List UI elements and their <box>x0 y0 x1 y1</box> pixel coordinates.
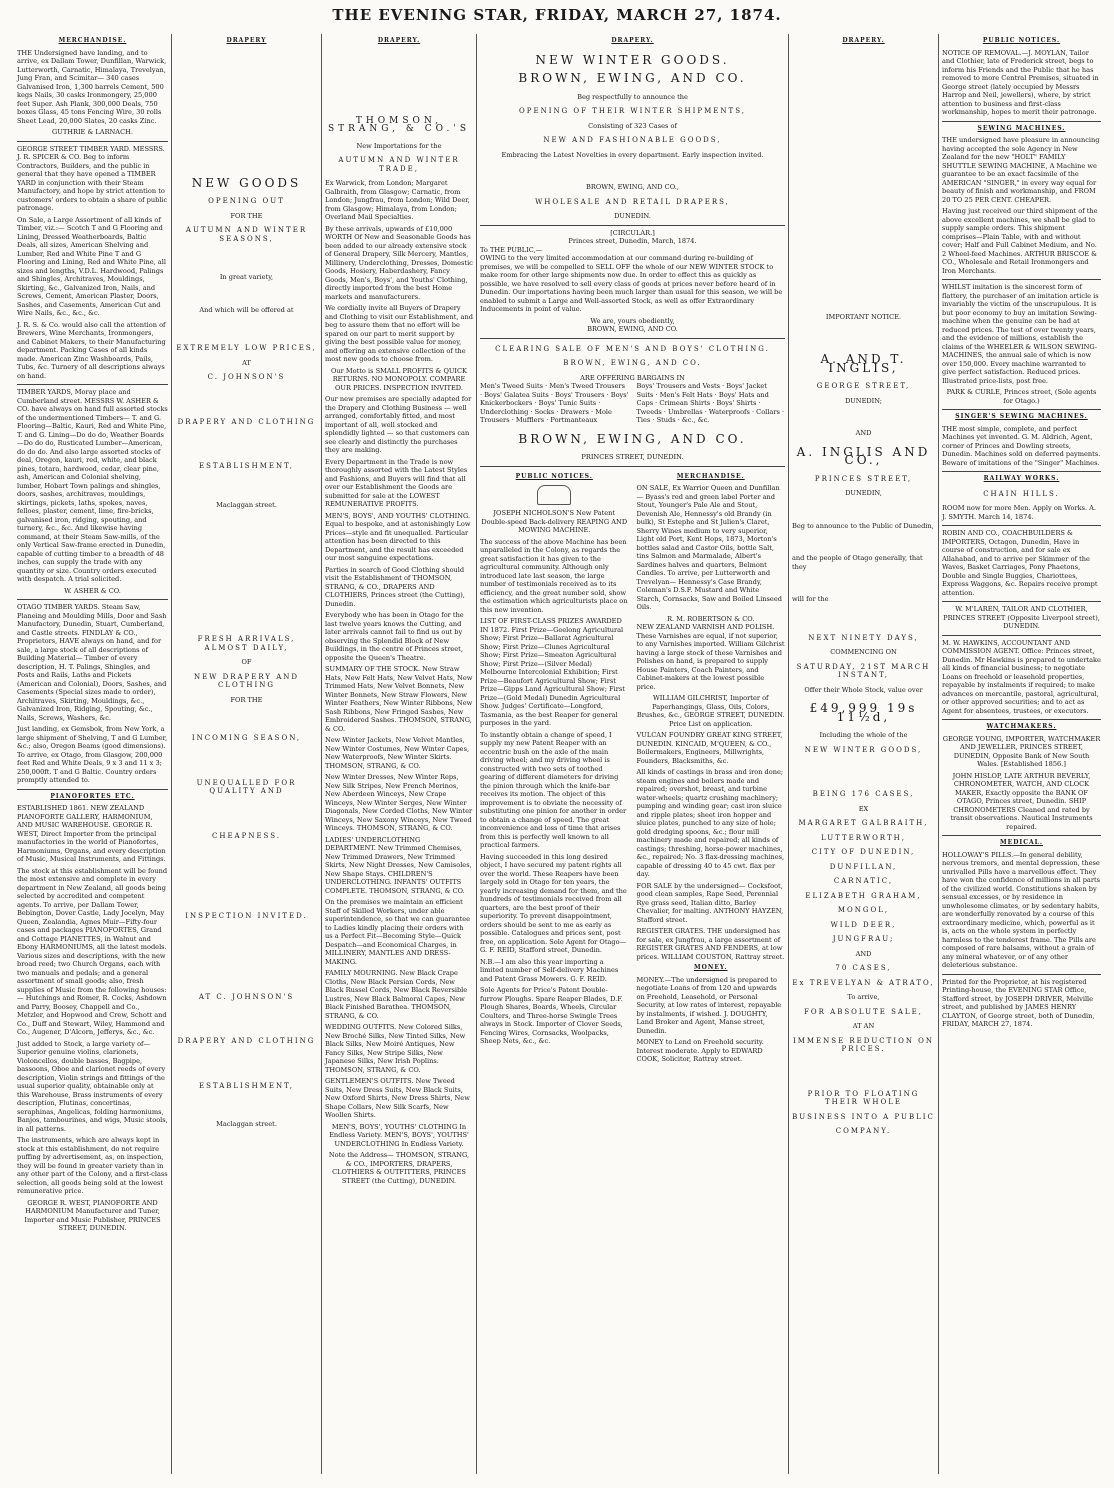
ad-text: GEORGE STREET TIMBER YARD. MESSRS. J. R. SPICER & CO. Beg to inform Contractors, Builders, and the public in general that they have opened a TIMBER YARD in conjunction with their Steam Manufactory, and hope by strict attention to customers' orders to obtain a share of public patronage. <box>17 144 168 212</box>
section-heading: DRAPERY. <box>377 37 421 44</box>
section-heading: WATCHMAKERS. <box>986 723 1057 730</box>
section-heading: MERCHANDISE. <box>58 37 127 44</box>
section-heading: DRAPERY <box>226 37 267 44</box>
ad-headline: NEW GOODS <box>191 175 302 190</box>
section-heading: DRAPERY. <box>842 37 885 44</box>
bargain-list: Men's Tweed Suits · Men's Tweed Trousers · Boys' Galatea Suits · Boys' Trousers · Boys' Knickerbockers · Boys' Tunic Suits · Underclothing · Socks · Drawers · Mole Trousers · Mufflers · Portmanteaux Boys' Trousers and Vests · Boys' Jacket Suits · Men's Felt Hats · Boys' Hats and Caps · Crimean Shirts · Boys' Shirts · Tweeds · Umbrellas · Waterproofs · Collars · Ties · Studs · &c., &c. <box>480 382 785 424</box>
ad-text: J. R. S. & Co. would also call the attention of Brewers, Wine Merchants, Ironmongers, and Cabinet Makers, to their Manufacturing department. Packing Cases of all kinds made. American Zinc Washboards, Pails, Tubs, &c. Turnery of all descriptions always on hand. <box>17 320 166 380</box>
ad-headline: CLEARING SALE OF MEN'S AND BOYS' CLOTHING. <box>495 344 770 353</box>
section-heading: MEDICAL. <box>1000 839 1043 846</box>
column-drapery-brown-ewing: DRAPERY. NEW WINTER GOODS. BROWN, EWING, AND CO. Beg respectfully to announce the OPENING OF THEIR WINTER SHIPMENTS, Consisting of 323 Cases of NEW AND FASHIONABLE GOODS, Embracing the Latest Novelties in every department. Early inspection invited. BROWN, EWING, AND CO., WHOLESALE AND RETAIL DRAPERS, DUNEDIN. [CIRCULAR.] Princes street, Dunedin, March, 1874. To THE PUBLIC,— OWING to the very limited accommodation at our command during re-building of premises, we will be compelled to SELL OFF the whole of our NEW WINTER STOCK to make room for other large shipments now due. In order to effect this as quickly as possible, we have resolved to sell every class of goods at prices never before heard of in Dunedin. Our importations having been much larger than usual for this season, we will be enabled to submit a Large and Well-assorted Stock, as well as offer Extraordinary Inducements in point of value. We are, yours obediently, BROWN, EWING, AND CO. CLEARING SALE OF MEN'S AND BOYS' CLOTHING. BROWN, EWING, AND CO. ARE OFFERING BARGAINS IN Men's Tweed Suits · Men's Tweed Trousers · Boys' Galatea Suits · Boys' Trousers · Boys' Knickerbockers · Boys' Tunic Suits · Underclothing · Socks · Drawers · Mole Trousers · Mufflers · Portmanteaux Boys' Trousers and Vests · Boys' Jacket Suits · Men's Felt Hats · Boys' Hats and Caps · Crimean Shirts · Boys' Shirts · Tweeds · Umbrellas · Waterproofs · Collars · Ties · Studs · &c., &c. BROWN, EWING, AND CO. PRINCES STREET, DUNEDIN. PUBLIC NOTICES. JOSEPH NICHOLSON'S New Patent Double-speed Back-delivery REAPING AND MOWING MACHINE. The success of the above Machine has been unparalleled in the Colony, as regards the great satisfaction it has given to the agricultural community. Although only introduced late last season, the large number of testimonials received as to its efficiency, and the great number sold, show the estimation which agriculturists place on this new invention. LIST OF FIRST-CLASS PRIZES AWARDED IN 1872. First Prize—Geelong Agricultural Show; First Prize—Ballarat Agricultural Show; First Prize—Clunes Agricultural Show; First Prize—Smeaton Agricultural Show; First Prize—(Silver Medal) Melbourne Intercolonial Exhibition; First Prize—Beaufort Agricultural Show; First Prize—Gipps Land Agricultural Show; First Prize—(Gold Medal) Dunedin Agricultural Show. Judges' Certificate—Longford, Tasmania, as the best Reaper for general purposes in the yard. To instantly obtain a change of speed, I supply my new Patent Reaper with an eccentric bush on the axle of the main driving wheel; and my driving wheel is constructed with two sets of toothed gearing of different diameters for driving the pinion through which the knife-bar receives its motion. The object of this improvement is to obviate the necessity of substituting one pinion for another in order to obtain a change of speed. The great inconvenience and loss of time that arises from this is perfectly well known to all practical farmers. Having succeeded in this long desired object, I have secured my patent rights all over the world. These Reapers have been largely sold in Otago for ten years, the yearly increasing demand for them, and the hundreds of testimonials received from all quarters, are the best proof of their superiority. To prevent disappointment, orders should be sent to me as early as possible. Catalogues and prices sent, post free, on application. Sole Agent for Otago— G. F. REID, Stafford street, Dunedin. N.B.—I am also this year importing a limited number of Self-delivery Machines and Patent Grass Mowers. G. F. REID. Sole Agents for Price's Patent Double-furrow Ploughs. Spare Reaper Blades, D.F. Plough Shares, Boards, Wheels, Circular Coulters, and Three-horse Swingle Trees always in Stock. Importer of Clover Seeds, Fencing Wires, Cornsacks, Woolpacks, Sheep Nets, &c., &c. MERCHANDISE. ON SALE, Ex Warrior Queen and Dunfillan— Byass's red and green label Porter and Stout, Younger's Pale Ale and Stout, Devenish Ale, Hennessy's old Brandy (in bulk), St Estephe and St Julien's Claret, Sherry Wines medium to very superior, Light old Port, Kent Hops, 1873, Morton's bottles salad and Castor Oils, bottle Salt, tins Salmon and Marmalade, Albert's Sardines halves and quarters, Belmont Candles. To arrive, per Lutterworth and Trevelyan— Hennessy's Case Brandy, Coleman's D.S.F. Mustard and White Starch, Cornsacks, Saw and Boiled Linseed Oils. R. M. ROBERTSON & CO. NEW ZEALAND VARNISH AND POLISH. These Varnishes are equal, if not superior, to any Varnishes imported. William Gilchrist having a large stock of these Varnishes and Polishes on hand, is prepared to supply House Painters, Coach Painters, and Cabinet-makers at the lowest possible price. WILLIAM GILCHRIST, Importer of Paperhangings, Glass, Oils, Colors, Brushes, &c., GEORGE STREET, DUNEDIN. Price List on application. VULCAN FOUNDRY GREAT KING STREET, DUNEDIN. KINCAID, M'QUEEN, & CO., Boilermakers, Engineers, Millwrights, Founders, Blacksmiths, &c. All kinds of castings in brass and iron done; steam engines and boilers made and repaired; overshot, breast, and turbine water-wheels; quartz crushing machinery; pumping and winding gear; cast iron sluice and ripple plates; sheet iron hopper and sluice plates, punched to any size of hole; gold dredging spoons, &c.; flour mill machinery made and repaired; all kinds of castings; threshing, horse-power machines, &c., repaired; No. 3 flax-dressing machines, capable of dressing 40 to 45 cwt. flax per day. FOR SALE by the undersigned— Cocksfoot, good clean samples, Rape Seed, Perennial Rye grass seed, Italian ditto, Barley Chevalier, for malting. ANTHONY HAYZEN, Stafford street. REGISTER GRATES. THE undersigned has for sale, ex Jungfrau, a large assortment of REGISTER GRATES AND FENDERS, at low prices. WILLIAM COUSTON, Rattray street. MONEY. MONEY.—The undersigned is prepared to negotiate Loans of from 120 and upwards on Freehold, Leasehold, or Personal Security, at low rates of interest, repayable by instalments, if wished. J. DOUGHTY, Land Broker and Agent, Manse street, Dunedin. MONEY to Lend on Freehold security. Interest moderate. Apply to EDWARD COOK, Solicitor, Rattray street. <box>476 34 788 1474</box>
column-drapery-inglis: DRAPERY. IMPORTANT NOTICE. A. AND T. INGLIS, GEORGE STREET, DUNEDIN; AND A. INGLIS AND CO., PRINCES STREET, DUNEDIN, Beg to announce to the Public of Dunedin, and the people of Otago generally, that they will for the NEXT NINETY DAYS, COMMENCING ON SATURDAY, 21ST MARCH INSTANT, Offer their Whole Stock, value over £49,999 19s 11½d, Including the whole of the NEW WINTER GOODS, BEING 176 CASES, EX MARGARET GALBRAITH, LUTTERWORTH, CITY OF DUNEDIN, DUNFILLAN, CARNATIC, ELIZABETH GRAHAM, MONGOL, WILD DEER, JUNGFRAU; AND 70 CASES, Ex TREVELYAN & ATRATO, To arrive, FOR ABSOLUTE SALE, AT AN IMMENSE REDUCTION ON PRICES. PRIOR TO FLOATING THEIR WHOLE BUSINESS INTO A PUBLIC COMPANY. <box>788 34 938 1474</box>
public-notices: PUBLIC NOTICES. JOSEPH NICHOLSON'S New Patent Double-speed Back-delivery REAPING AND MOWING MACHINE. The success of the above Machine has been unparalleled in the Colony, as regards the great satisfaction it has given to the agricultural community. Although only introduced late last season, the large number of testimonials received as to its efficiency, and the great number sold, show the estimation which agriculturists place on this new invention. LIST OF FIRST-CLASS PRIZES AWARDED IN 1872. First Prize—Geelong Agricultural Show; First Prize—Ballarat Agricultural Show; First Prize—Clunes Agricultural Show; First Prize—Smeaton Agricultural Show; First Prize—(Silver Medal) Melbourne Intercolonial Exhibition; First Prize—Beaufort Agricultural Show; First Prize—Gipps Land Agricultural Show; First Prize—(Gold Medal) Dunedin Agricultural Show. Judges' Certificate—Longford, Tasmania, as the best Reaper for general purposes in the yard. To instantly obtain a change of speed, I supply my new Patent Reaper with an eccentric bush on the axle of the main driving wheel; and my driving wheel is constructed with two sets of toothed gearing of different diameters for driving the pinion through which the knife-bar receives its motion. The object of this improvement is to obviate the necessity of substituting one pinion for another in order to obtain a change of speed. The great inconvenience and loss of time that arises from this is perfectly well known to all practical farmers. Having succeeded in this long desired object, I have secured my patent rights all over the world. These Reapers have been largely sold in Otago for ten years, the yearly increasing demand for them, and the hundreds of testimonials received from all quarters, are the best proof of their superiority. To prevent disappointment, orders should be sent to me as early as possible. Catalogues and prices sent, post free, on application. Sole Agent for Otago— G. F. REID, Stafford street, Dunedin. N.B.—I am also this year importing a limited number of Self-delivery Machines and Patent Grass Mowers. G. F. REID. Sole Agents for Price's Patent Double-furrow Ploughs. Spare Reaper Blades, D.F. Plough Shares, Boards, Wheels, Circular Coulters, and Three-horse Swingle Trees always in Stock. Importer of Clover Seeds, Fencing Wires, Cornsacks, Woolpacks, Sheep Nets, &c., &c. <box>480 472 628 1045</box>
column-merchandise <box>14 34 171 1474</box>
ad-text: On Sale, a Large Assortment of all kinds of Timber, viz.:— Scotch T and G Flooring and Lining, Dressed Weatherboards, Baltic Deals, all sizes, American Shelving and Lumber, Red and White Pine T and G Flooring and Lining, Red and White Pine, all sizes and lengths, V.D.L. Hardwood, Palings and Shingles, Architraves, Mouldings, Skirting, &c., Galvanized Iron, Nails, and Screws, Cement, American Plaster, Doors, Sashes, and Casements, American Cut and Wire Nails, &c., &c., &c. <box>17 215 166 317</box>
columns <box>14 34 1104 1474</box>
ad-text: TIMBER YARDS, Moray place and Cumberland street. MESSRS W. ASHER & CO. have always on hand full assorted stocks of the undermentioned Timbers— T. and G. Flooring—Baltic, Kauri, Red and White Pine, T. and G. Lining—Do do do, Weather Boards—Do do do, Rusticated Lumber—American, do do do. And also large assorted stocks of deal, Oregon, kauri, red, white, and black pines, totara, hardwood, cedar, clear pine, ash, American and Colonial shelving, lumber, Hobart Town palings and shingles, doors, sashes, architraves, mouldings, skirtings, pickets, laths, spokes, naves, felloes, plaster, cement, lime, fire-bricks, galvanised iron, ridging, spouting, and turnery, &c., &c. And likewise having command, at their Steam Saw-mills, of the only Vertical Saw-frame erected in Dunedin, capable of cutting timber to a breadth of 48 inches, can supply the trade with any quantity or size. Country orders executed with despatch. A trial solicited. <box>17 388 168 583</box>
ad-signature: GEORGE R. WEST, PIANOFORTE AND HARMONIUM Manufacturer and Tuner, Importer and Music Publisher, PRINCES STREET, DUNEDIN. <box>24 1198 161 1232</box>
lower-section <box>480 470 785 1067</box>
ad-text: ESTABLISHED 1861. NEW ZEALAND PIANOFORTE GALLERY, HARMONIUM, AND MUSIC WAREHOUSE. GEORGE R. WEST, Direct Importer from the principal manufactories in the world of Pianofortes, Harmoniums, Organs, and every description of Music, Musical Instruments, and Fittings. <box>17 804 166 863</box>
ad-headline: NEW WINTER GOODS. <box>535 52 730 67</box>
section-heading: SINGER'S SEWING MACHINES. <box>955 413 1088 420</box>
ad-text: THE Undersigned have landing, and to arrive, ex Dallam Tower, Dunfillan, Warwick, Lutterworth, Carnatic, Himalaya, Trevelyan, Jung Fran, and Scimitar— 340 cases Galvanised Iron, 1,300 barrels Cement, 500 kegs Nails, 30 casks Ironmongery, 25,000 feet Super. Ash Plank, 300,000 Deals, 750 boxes Glass, 45 tons Fencing Wire, 30 rolls Sheet Lead, 20,000 Slates, 20 casks Zinc. <box>17 48 167 125</box>
ad-text: OTAGO TIMBER YARDS. Steam Saw, Planeing and Moulding Mills, Door and Sash Manufactory, Dunedin, Stuart, Cumberland, and Castle streets. FINDLAY & CO., Proprietors, HAVE always on hand, and for sale, a large stock of all descriptions of Building Material— Timber of every description, H. T. Palings, Shingles, and Posts and Rails, Laths and Pickets (American and Colonial), Doors, Sashes, and Casements (Special sizes made to order), Architraves, Skirting, Mouldings, &c., Galvanized Iron, Ridging, Spouting, &c., Nails, Screws, Washers, &c. <box>17 603 167 722</box>
ad-signature: GUTHRIE & LARNACH. <box>52 128 133 136</box>
royal-crest-icon <box>537 485 571 505</box>
section-heading: PIANOFORTES ETC. <box>50 792 135 800</box>
ad-headline: A. AND T. INGLIS, <box>820 352 907 375</box>
ad-text: Just added to Stock, a large variety of— Superior genuine violins, clarionets, Violoncellos, double basses, Bagpipe, bassoons, Oboe and clarionet reeds of every description, Violin strings and fittings of the usual superior quality, obtainable only at this Warehouse, Brass instruments of every description, Flutinas, concertinas, seraphinas, Angelicas, folding harmoniums, Banjos, tambourines, and wigs, Music stools, in all patterns. <box>17 1039 168 1133</box>
ad-text: Just landing, ex Gemsbok, from New York, a large shipment of Shelving, T and G Lumber, &c.; also, Oregon Beams (good dimensions). To arrive, ex Otago, from Glasgow, 200,000 feet Red and White Deals, 9 x 3 and 11 x 3; 250,000ft. T and G Baltic. Country orders promptly attended to. <box>17 725 168 784</box>
column-drapery-johnson: DRAPERY NEW GOODS OPENING OUT FOR THE AUTUMN AND WINTER SEASONS, In great variety, And which will be offered at EXTREMELY LOW PRICES, AT C. JOHNSON'S DRAPERY AND CLOTHING ESTABLISHMENT, Maclaggan street. FRESH ARRIVALS, ALMOST DAILY, OF NEW DRAPERY AND CLOTHING FOR THE INCOMING SEASON, UNEQUALLED FOR QUALITY AND CHEAPNESS. INSPECTION INVITED. AT C. JOHNSON'S DRAPERY AND CLOTHING ESTABLISHMENT, Maclaggan street. <box>171 34 321 1474</box>
section-heading: PUBLIC NOTICES. <box>982 37 1061 44</box>
ad-signature: W. ASHER & CO. <box>64 586 121 595</box>
ad-text: The instruments, which are always kept in stock at this establishment, do not require puffing by advertisement, as, on inspection, they will be found in greater variety than in any other part of the Colony, and a first-class selection, all goods being sold at the lowest remunerative price. <box>17 1136 168 1195</box>
column-drapery-thomson: DRAPERY. THOMSON, STRANG, & CO.'S New Importations for the AUTUMN AND WINTER TRADE, Ex Warwick, from London; Margaret Galbraith, from Glasgow; Carnatic, from London; Jungfrau, from London; Wild Deer, from Glasgow; Himalaya, from London; Overland Mail Specialties. By these arrivals, upwards of £10,000 WORTH Of New and Seasonable Goods has been added to our already extensive stock of General Drapery, Silk Mercery, Mantles, Millinery, Underclothing, Dresses, Domestic Goods, Hosiery, Haberdashery, Fancy Goods, Men's, Boys', and Youths' Clothing, directly imported from the best Home markets and manufacturers. We cordially invite all Buyers of Drapery and Clothing to visit our Establishment, and beg to assure them that no effort will be spared on our part to merit support by giving the best possible value for money, and offering an extensive collection of the most new goods to choose from. Our Motto is SMALL PROFITS & QUICK RETURNS. NO MONOPOLY. COMPARE OUR PRICES. INSPECTION INVITED. Our new premises are specially adapted for the Drapery and Clothing Business — well arranged, comfortably fitted, and most important of all, well stocked and splendidly lighted — so that customers can see clearly and distinctly the purchases they are making. Every Department in the Trade is now thoroughly assorted with the Latest Styles and Fashions, and Buyers will find that all over our Establishment the Goods are submitted for sale at the LOWEST REMUNERATIVE PROFITS. MEN'S, BOYS', AND YOUTHS' CLOTHING. Equal to bespoke, and at astonishingly Low Prices—style and fit unequalled. Particular attention has been directed to this Department, and the result has exceeded our most sanguine expectations. Parties in search of Good Clothing should visit the Establishment of THOMSON, STRANG, & CO., DRAPERS AND CLOTHIERS, Princes street (the Cutting), Dunedin. Everybody who has been in Otago for the last twelve years knows the Cutting, and later arrivals cannot fail to find us out by observing the Splendid Block of New Buildings, in the centre of Princes street, opposite the Queen's Theatre. SUMMARY OF THE STOCK. New Straw Hats, New Felt Hats, New Velvet Hats, New Trimmed Hats, New Velvet Bonnets, New Winter Bonnets, New Straw Flowers, New Winter Feathers, New Winter Ribbons, New Sash Ribbons, New Fringed Sashes, New Embroidered Sashes. THOMSON, STRANG, & CO. New Winter Jackets, New Velvet Mantles, New Winter Costumes, New Winter Capes, New Waterproofs, New Winter Skirts. THOMSON, STRANG, & CO. New Winter Dresses, New Winter Reps, New Silk Stripes, New French Merinos, New Aberdeen Winceys, New Crape Winceys, New Winter Serges, New Winter Diagonals, New Corded Cloths, New Winter Winceys, New Saxony Winceys, New Tweed Winceys. THOMSON, STRANG, & CO. LADIES' UNDERCLOTHING DEPARTMENT. New Trimmed Chemises, New Trimmed Drawers, New Trimmed Skirts, New Night Dresses, New Camisoles, New Shape Stays. CHILDREN'S UNDERCLOTHING. INFANTS' OUTFITS COMPLETE. THOMSON, STRANG, & CO. On the premises we maintain an efficient Staff of Skilled Workers, under able superintendence, so that we can guarantee to Ladies kindly placing their orders with us a Perfect Fit—Becoming Style—Quick Despatch—and Economical Charges, in MILLINERY, MANTLES AND DRESS-MAKING. FAMILY MOURNING. New Black Crape Cloths, New Black Persian Cords, New Black Russel Cords, New Black Reversible Lustres, New Black Balmoral Capes, New Black Finished Barathea. THOMSON, STRANG, & CO. WEDDING OUTFITS. New Colored Silks, New Broché Silks, New Tinted Silks, New Black Silks, New Moiré Antiques, New Fancy Silks, New Stripe Silks, New Japanese Silks, New Irish Poplins. THOMSON, STRANG, & CO. GENTLEMEN'S OUTFITS. New Tweed Suits, New Dress Suits, New Black Suits, New Oxford Shirts, New Dress Shirts, New Shape Collars, New Silk Scarfs, New Woollen Shirts. MEN'S, BOYS', YOUTHS' CLOTHING In Endless Variety. MEN'S, BOYS', YOUTHS' UNDERCLOTHING In Endless Variety. Note the Address— THOMSON, STRANG, & CO., IMPORTERS, DRAPERS, CLOTHIERS & OUTFITTERS, PRINCES STREET (the Cutting), DUNEDIN. <box>321 34 476 1474</box>
masthead: THE EVENING STAR, FRIDAY, MARCH 27, 1874. <box>332 6 782 24</box>
section-heading: SEWING MACHINES. <box>977 124 1066 132</box>
imprint: Printed for the Proprietor, at his registered Printing-house, the EVENING STAR Office, Stafford street, by JOSEPH DRIVER, Melville street, and published by JAMES HENRY CLAYTON, of George street, both of Dunedin, FRIDAY, MARCH 27, 1874. <box>942 977 1095 1028</box>
merchandise-notices: MERCHANDISE. ON SALE, Ex Warrior Queen and Dunfillan— Byass's red and green label Porter and Stout, Younger's Pale Ale and Stout, Devenish Ale, Hennessy's old Brandy (in bulk), St Estephe and St Julien's Claret, Sherry Wines medium to very superior, Light old Port, Kent Hops, 1873, Morton's bottles salad and Castor Oils, bottle Salt, tins Salmon and Marmalade, Albert's Sardines halves and quarters, Belmont Candles. To arrive, per Lutterworth and Trevelyan— Hennessy's Case Brandy, Coleman's D.S.F. Mustard and White Starch, Cornsacks, Saw and Boiled Linseed Oils. R. M. ROBERTSON & CO. NEW ZEALAND VARNISH AND POLISH. These Varnishes are equal, if not superior, to any Varnishes imported. William Gilchrist having a large stock of these Varnishes and Polishes on hand, is prepared to supply House Painters, Coach Painters, and Cabinet-makers at the lowest possible price. WILLIAM GILCHRIST, Importer of Paperhangings, Glass, Oils, Colors, Brushes, &c., GEORGE STREET, DUNEDIN. Price List on application. VULCAN FOUNDRY GREAT KING STREET, DUNEDIN. KINCAID, M'QUEEN, & CO., Boilermakers, Engineers, Millwrights, Founders, Blacksmiths, &c. All kinds of castings in brass and iron done; steam engines and boilers made and repaired; overshot, breast, and turbine water-wheels; quartz crushing machinery; pumping and winding gear; cast iron sluice and ripple plates; sheet iron hopper and sluice plates, punched to any size of hole; gold dredging spoons, &c.; flour mill machinery made and repaired; all kinds of castings; threshing, horse-power machines, &c., repaired; No. 3 flax-dressing machines, capable of dressing 40 to 45 cwt. flax per day. FOR SALE by the undersigned— Cocksfoot, good clean samples, Rape Seed, Perennial Rye grass seed, Italian ditto, Barley Chevalier, for malting. ANTHONY HAYZEN, Stafford street. REGISTER GRATES. THE undersigned has for sale, ex Jungfrau, a large assortment of REGISTER GRATES AND FENDERS, at low prices. WILLIAM COUSTON, Rattray street. MONEY. MONEY.—The undersigned is prepared to negotiate Loans of from 120 and upwards on Freehold, Leasehold, or Personal Security, at low rates of interest, repayable by instalments, if wished. J. DOUGHTY, Land Broker and Agent, Manse street, Dunedin. MONEY to Lend on Freehold security. Interest moderate. Apply to EDWARD COOK, Solicitor, Rattray street. <box>636 472 785 1063</box>
ad-headline: THOMSON, STRANG, & CO.'S <box>327 115 471 134</box>
column-public-notices: PUBLIC NOTICES. NOTICE OF REMOVAL.—J. MOYLAN, Tailor and Clothier, late of Frederick street, begs to inform his Friends and the Public that he has removed to more Central Premises, situated in George street (lately occupied by Messrs Harrop and Neil, jewellers), where, by strict attention to business and first-class workmanship, hopes to merit their patronage. SEWING MACHINES. THE undersigned have pleasure in announcing having accepted the sole Agency in New Zealand for the new "HOLT" FAMILY SHUTTLE SEWING MACHINE, A Machine we guarantee to be an exact facsimile of the AMERICAN "SINGER," in every way equal for beauty of finish and workmanship, and FROM 20 TO 25 PER CENT. CHEAPER. Having just received our third shipment of the above excellent machines, we shall be glad to supply sample orders. This shipment comprises—Plain Table, with and without cover; Half and Full Cabinet Medium, and No. 2 Wheel-feed Machines. ARTHUR BRISCOE & CO., Wholesale and Retail Ironmongers and Iron Merchants. WHILST imitation is the sincerest form of flattery, the purchaser of an imitation article is invariably the victim of the unscrupulous. It is but poor economy to buy an imitation Sewing-machine when the genuine can be had at reduced prices. The test of over twenty years, and the evidence of millions, establish the claims of the WHEELER & WILSON SEWING-MACHINES, the annual sale of which is now over 150,000. Every machine warranted to give perfect satisfaction. Reduced prices. Illustrated price-lists, post free. PARK & CURLE, Princes street, (Sole agents for Otago.) SINGER'S SEWING MACHINES. THE most simple, complete, and perfect Machines yet invented. G. M. Aldrich, Agent, corner of Princes and Dowling streets, Dunedin. Machines sold on deferred payments. Beware of imitations of the "Singer" Machines. RAILWAY WORKS. CHAIN HILLS. ROOM now for more Men. Apply on Works. A. J. SMYTH. March 14, 1874. ROBIN AND CO., COACHBUILDERS & IMPORTERS, Octagon, Dunedin, Have in course of construction, and for sale ex Allahabad, and to arrive per Skimmer of the Waves, Basket Carriages, Pony Phaetons, Double and Single Buggies, Chariottees, Express Waggons, &c. Repairs receive prompt attention. W. M'LAREN, TAILOR AND CLOTHIER, PRINCES STREET (Opposite Liverpool street), DUNEDIN. M. W. HAWKINS, ACCOUNTANT AND COMMISSION AGENT. Office: Princes street, Dunedin. Mr Hawkins is prepared to undertake all kinds of financial business; to negotiate Loans on freehold or leasehold properties, repayable by instalments if required; to make advances on mercantile, pastoral, agricultural, or other approved securities; and to act as Agent for absentees, trustees, or executors. WATCHMAKERS. GEORGE YOUNG, IMPORTER, WATCHMAKER AND JEWELLER, PRINCES STREET, DUNEDIN, Opposite Bank of New South Wales. [Established 1856.] JOHN HISLOP, LATE ARTHUR BEVERLY, CHRONOMETER, WATCH, AND CLOCK MAKER, Exactly opposite the BANK OF OTAGO, Princes street, Dunedin. SHIP CHRONOMETERS Cleaned and rated by transit observations. Nautical Instruments repaired. MEDICAL. HOLLOWAY'S PILLS.—In general debility, nervous tremors, and mental depression, these unrivalled Pills have a marvellous effect. They have won the confidence of millions in all parts of the civilized world. Constitutions shaken by sensual excesses, or by residence in unwholesome climates, or by sedentary habits, are wonderfully renovated by a course of this extraordinary medicine, which, powerful as it is, acts on the whole system in perfectly harmless to the tenderest frame. The Pills are composed of rare balsams, without a grain of any mineral whatever, or of any other deleterious substance. Printed for the Proprietor, at his registered Printing-house, the EVENING STAR Office, Stafford street, by JOSEPH DRIVER, Melville street, and published by JAMES HENRY CLAYTON, of George street, both of Dunedin, FRIDAY, MARCH 27, 1874. <box>938 34 1104 1474</box>
section-heading: DRAPERY. <box>611 37 654 44</box>
ad-text: The stock at this establishment will be found the most extensive and complete in every department in New Zealand, all goods being selected by accredited and competent agents. To arrive, per Dallam Tower, Bebington, Dover Castle, Lady Jocelyn, May Queen, Zealandia, Agnes Muir—Fifty-four cases and packages PIANOFORTES, Grand and Cottage PIANETTES, in Walnut and Ebony HARMONIUMS, all the latest models. Various sizes and descriptions, with the new broad reed; two Church Organs, each with two manuals and pedals; and a general assortment of small goods; also, fresh supplies of Music from the following houses:— Hutchings and Romer, R. Cocks, Ashdown and Parry, Boosey, Chappell and Co., Metzler, and Hopwood and Crew, Schott and Co., Duff and Stewart, Wiley, Hammond and Co., Augener, D'Alcorn, Jefferys, &c., &c. <box>17 866 168 1036</box>
section-heading: RAILWAY WORKS. <box>983 475 1060 482</box>
